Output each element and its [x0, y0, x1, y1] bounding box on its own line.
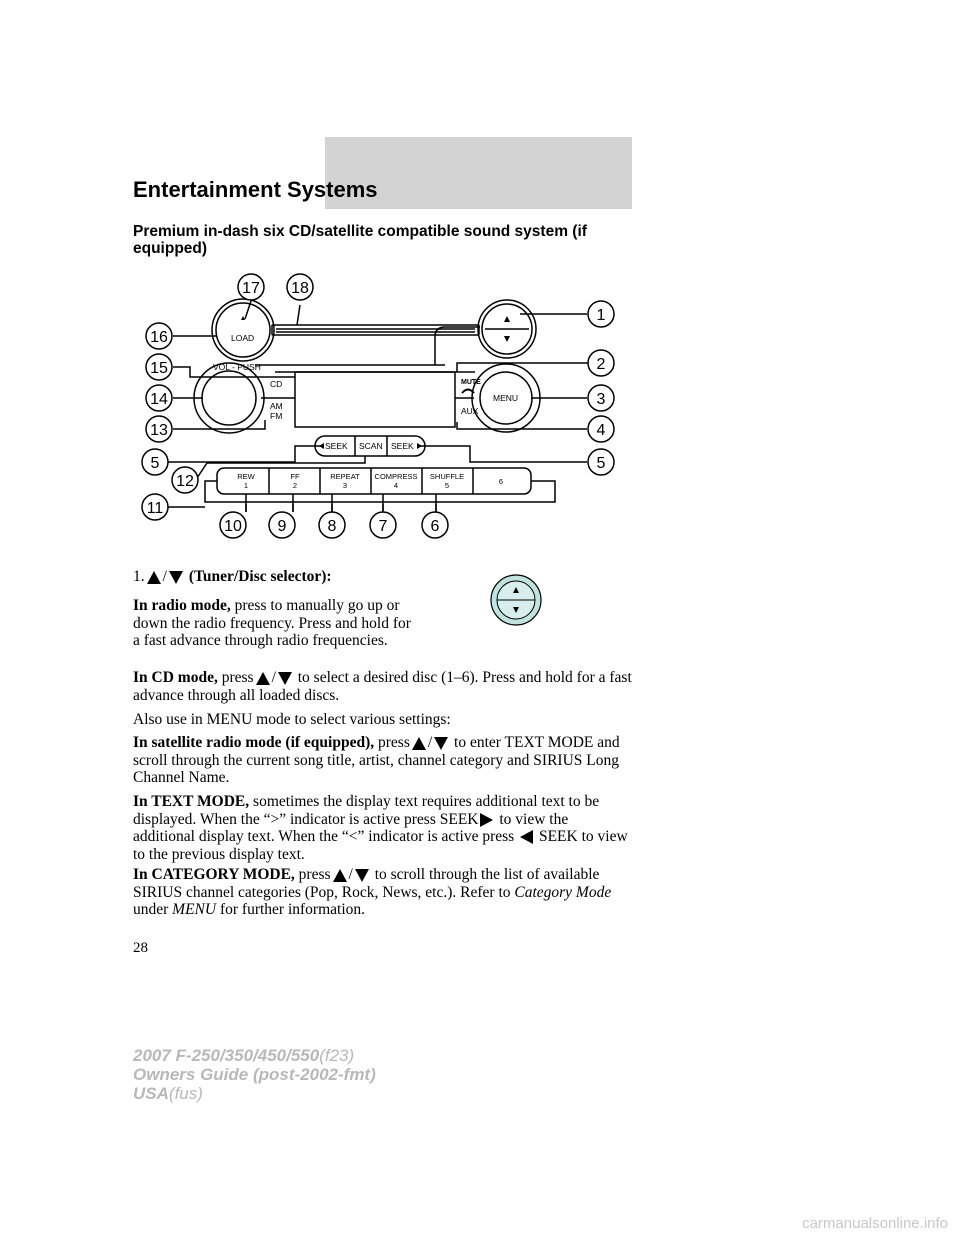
- text-mode-paragraph: [133, 793, 633, 863]
- preset-4-top: COMPRESS: [374, 472, 418, 481]
- preset-5-num: 5: [444, 481, 450, 490]
- cd-mode-press: press: [217, 669, 254, 686]
- seek-right-label: SEEK: [391, 441, 414, 451]
- seek-right-icon: [480, 813, 493, 827]
- preset-1-num: 1: [243, 481, 249, 490]
- text-mode-text-c: SEEK to view to the previous display text.: [133, 828, 628, 863]
- callout-5-left-label: 5: [150, 455, 160, 472]
- callout-3-label: 3: [596, 391, 606, 408]
- down-arrow-icon: [355, 869, 369, 882]
- phone-icon: [462, 390, 474, 394]
- callout-16-label: 16: [150, 329, 168, 346]
- menu-link: MENU: [172, 901, 217, 918]
- load-label: LOAD: [231, 333, 255, 343]
- tuner-up-icon: [504, 316, 510, 322]
- tuner-disc-selector: [478, 300, 536, 358]
- menu-label: MENU: [493, 393, 519, 403]
- seek-left-icon: [319, 443, 324, 449]
- callout-7-label: 7: [378, 518, 388, 535]
- callout-9-label: 9: [277, 518, 287, 535]
- callout-17-label: 17: [242, 280, 260, 297]
- preset-4-num: 4: [393, 481, 399, 490]
- seek-right-icon: [417, 443, 422, 449]
- item-1-heading: [133, 568, 633, 586]
- scan-label: SCAN: [359, 441, 383, 451]
- aux-label: AUX: [461, 406, 479, 416]
- category-mode-label: In CATEGORY MODE,: [133, 866, 295, 883]
- callout-18-label: 18: [291, 280, 309, 297]
- category-mode-press: press: [294, 866, 331, 883]
- callout-11-label: 11: [146, 500, 164, 517]
- up-arrow-icon: [412, 737, 426, 750]
- satellite-mode-press: press: [374, 734, 410, 751]
- category-mode-text: to scroll through the list of available SIRIUS channel categories (Pop, Rock, News, etc.). Refer to: [133, 866, 600, 901]
- satellite-mode-label: In satellite radio mode (if equipped),: [133, 734, 375, 751]
- text-mode-label: In TEXT MODE,: [133, 793, 250, 810]
- callout-5-right-label: 5: [596, 455, 606, 472]
- callout-8-label: 8: [327, 518, 337, 535]
- preset-2-top: FF: [290, 472, 300, 481]
- callout-12-label: 12: [176, 473, 194, 490]
- tuner-selector-icon: [490, 574, 542, 626]
- radio-mode-label: In radio mode,: [133, 597, 231, 614]
- callout-10-label: 10: [224, 518, 242, 535]
- page-header-title: Entertainment Systems: [133, 177, 378, 202]
- preset-5-top: SHUFFLE: [429, 472, 465, 481]
- preset-2-num: 2: [292, 481, 298, 490]
- fm-label: FM: [270, 411, 283, 421]
- seek-left-label: SEEK: [325, 441, 348, 451]
- footer-model-code: (f23): [319, 1046, 355, 1065]
- vol-push-label: VOL - PUSH: [213, 362, 261, 372]
- category-mode-paragraph: [133, 866, 633, 919]
- footer: [133, 1046, 376, 1103]
- footer-guide: Owners Guide (post-2002-fmt): [133, 1065, 376, 1084]
- satellite-mode-text: to enter TEXT MODE and scroll through the current song title, artist, channel category and SIRIUS Long Channel Name.: [133, 734, 620, 786]
- satellite-mode-separator: /: [427, 734, 433, 751]
- text-mode-text-b: to view the additional display text. When the “<” indicator is active press: [133, 810, 569, 845]
- callout-1-label: 1: [596, 307, 606, 324]
- up-arrow-icon: [256, 672, 270, 685]
- callout-4-label: 4: [596, 422, 606, 439]
- cd-label: CD: [270, 379, 283, 389]
- up-arrow-icon: [333, 869, 347, 882]
- preset-6-num: 6: [498, 477, 504, 486]
- footer-region-code: (fus): [168, 1084, 203, 1103]
- am-label: AM: [270, 401, 283, 411]
- satellite-mode-paragraph: [133, 734, 633, 787]
- callout-2-label: 2: [596, 356, 606, 373]
- cd-mode-separator: /: [271, 669, 276, 686]
- callout-15-label: 15: [150, 360, 168, 377]
- preset-1-top: REW: [237, 472, 255, 481]
- radio-mode-text: press to manually go up or down the radio frequency. Press and hold for a fast advance through radio frequencies.: [133, 597, 411, 649]
- category-mode-separator: /: [348, 866, 353, 883]
- category-mode-end: for further information.: [216, 901, 366, 918]
- load-arrow-icon: [241, 316, 245, 320]
- item-1-title: (Tuner/Disc selector):: [188, 568, 332, 585]
- display-screen: [295, 372, 455, 427]
- mute-label: MUTE: [461, 379, 481, 386]
- item-1-number: 1.: [133, 568, 145, 585]
- cd-mode-label: In CD mode,: [133, 669, 218, 686]
- down-arrow-icon: [434, 737, 448, 750]
- category-mode-link: Category Mode: [514, 883, 612, 901]
- up-arrow-icon: [147, 571, 161, 584]
- radio-faceplate-diagram: [135, 272, 625, 547]
- menu-mode-paragraph: Also use in MENU mode to select various settings:: [133, 711, 451, 728]
- item-1-separator: /: [162, 568, 167, 585]
- load-button: [212, 299, 274, 361]
- preset-3-top: REPEAT: [330, 472, 360, 481]
- watermark: carmanualsonline.info: [802, 1215, 948, 1232]
- cd-mode-text: to select a desired disc (1–6). Press and hold for a fast advance through all loaded discs.: [133, 669, 632, 704]
- footer-model: 2007 F-250/350/450/550: [133, 1046, 320, 1065]
- radio-mode-paragraph: [133, 597, 413, 650]
- category-mode-under: under: [133, 901, 173, 918]
- tuner-down-icon: [504, 336, 510, 342]
- section-title: Premium in-dash six CD/satellite compatible sound system (if equipped): [133, 223, 587, 257]
- text-mode-text-a: sometimes the display text requires additional text to be displayed. When the “>” indicator is active press SEEK: [133, 793, 600, 828]
- preset-3-num: 3: [342, 481, 348, 490]
- volume-knob: [194, 363, 264, 433]
- callout-14-label: 14: [150, 391, 168, 408]
- callout-13-label: 13: [150, 422, 168, 439]
- page-number: 28: [133, 940, 148, 956]
- cd-mode-paragraph: [133, 669, 633, 704]
- footer-region: USA: [133, 1084, 169, 1103]
- down-arrow-icon: [278, 672, 292, 685]
- seek-left-icon: [520, 830, 533, 844]
- down-arrow-icon: [169, 571, 183, 584]
- callout-6-label: 6: [430, 518, 440, 535]
